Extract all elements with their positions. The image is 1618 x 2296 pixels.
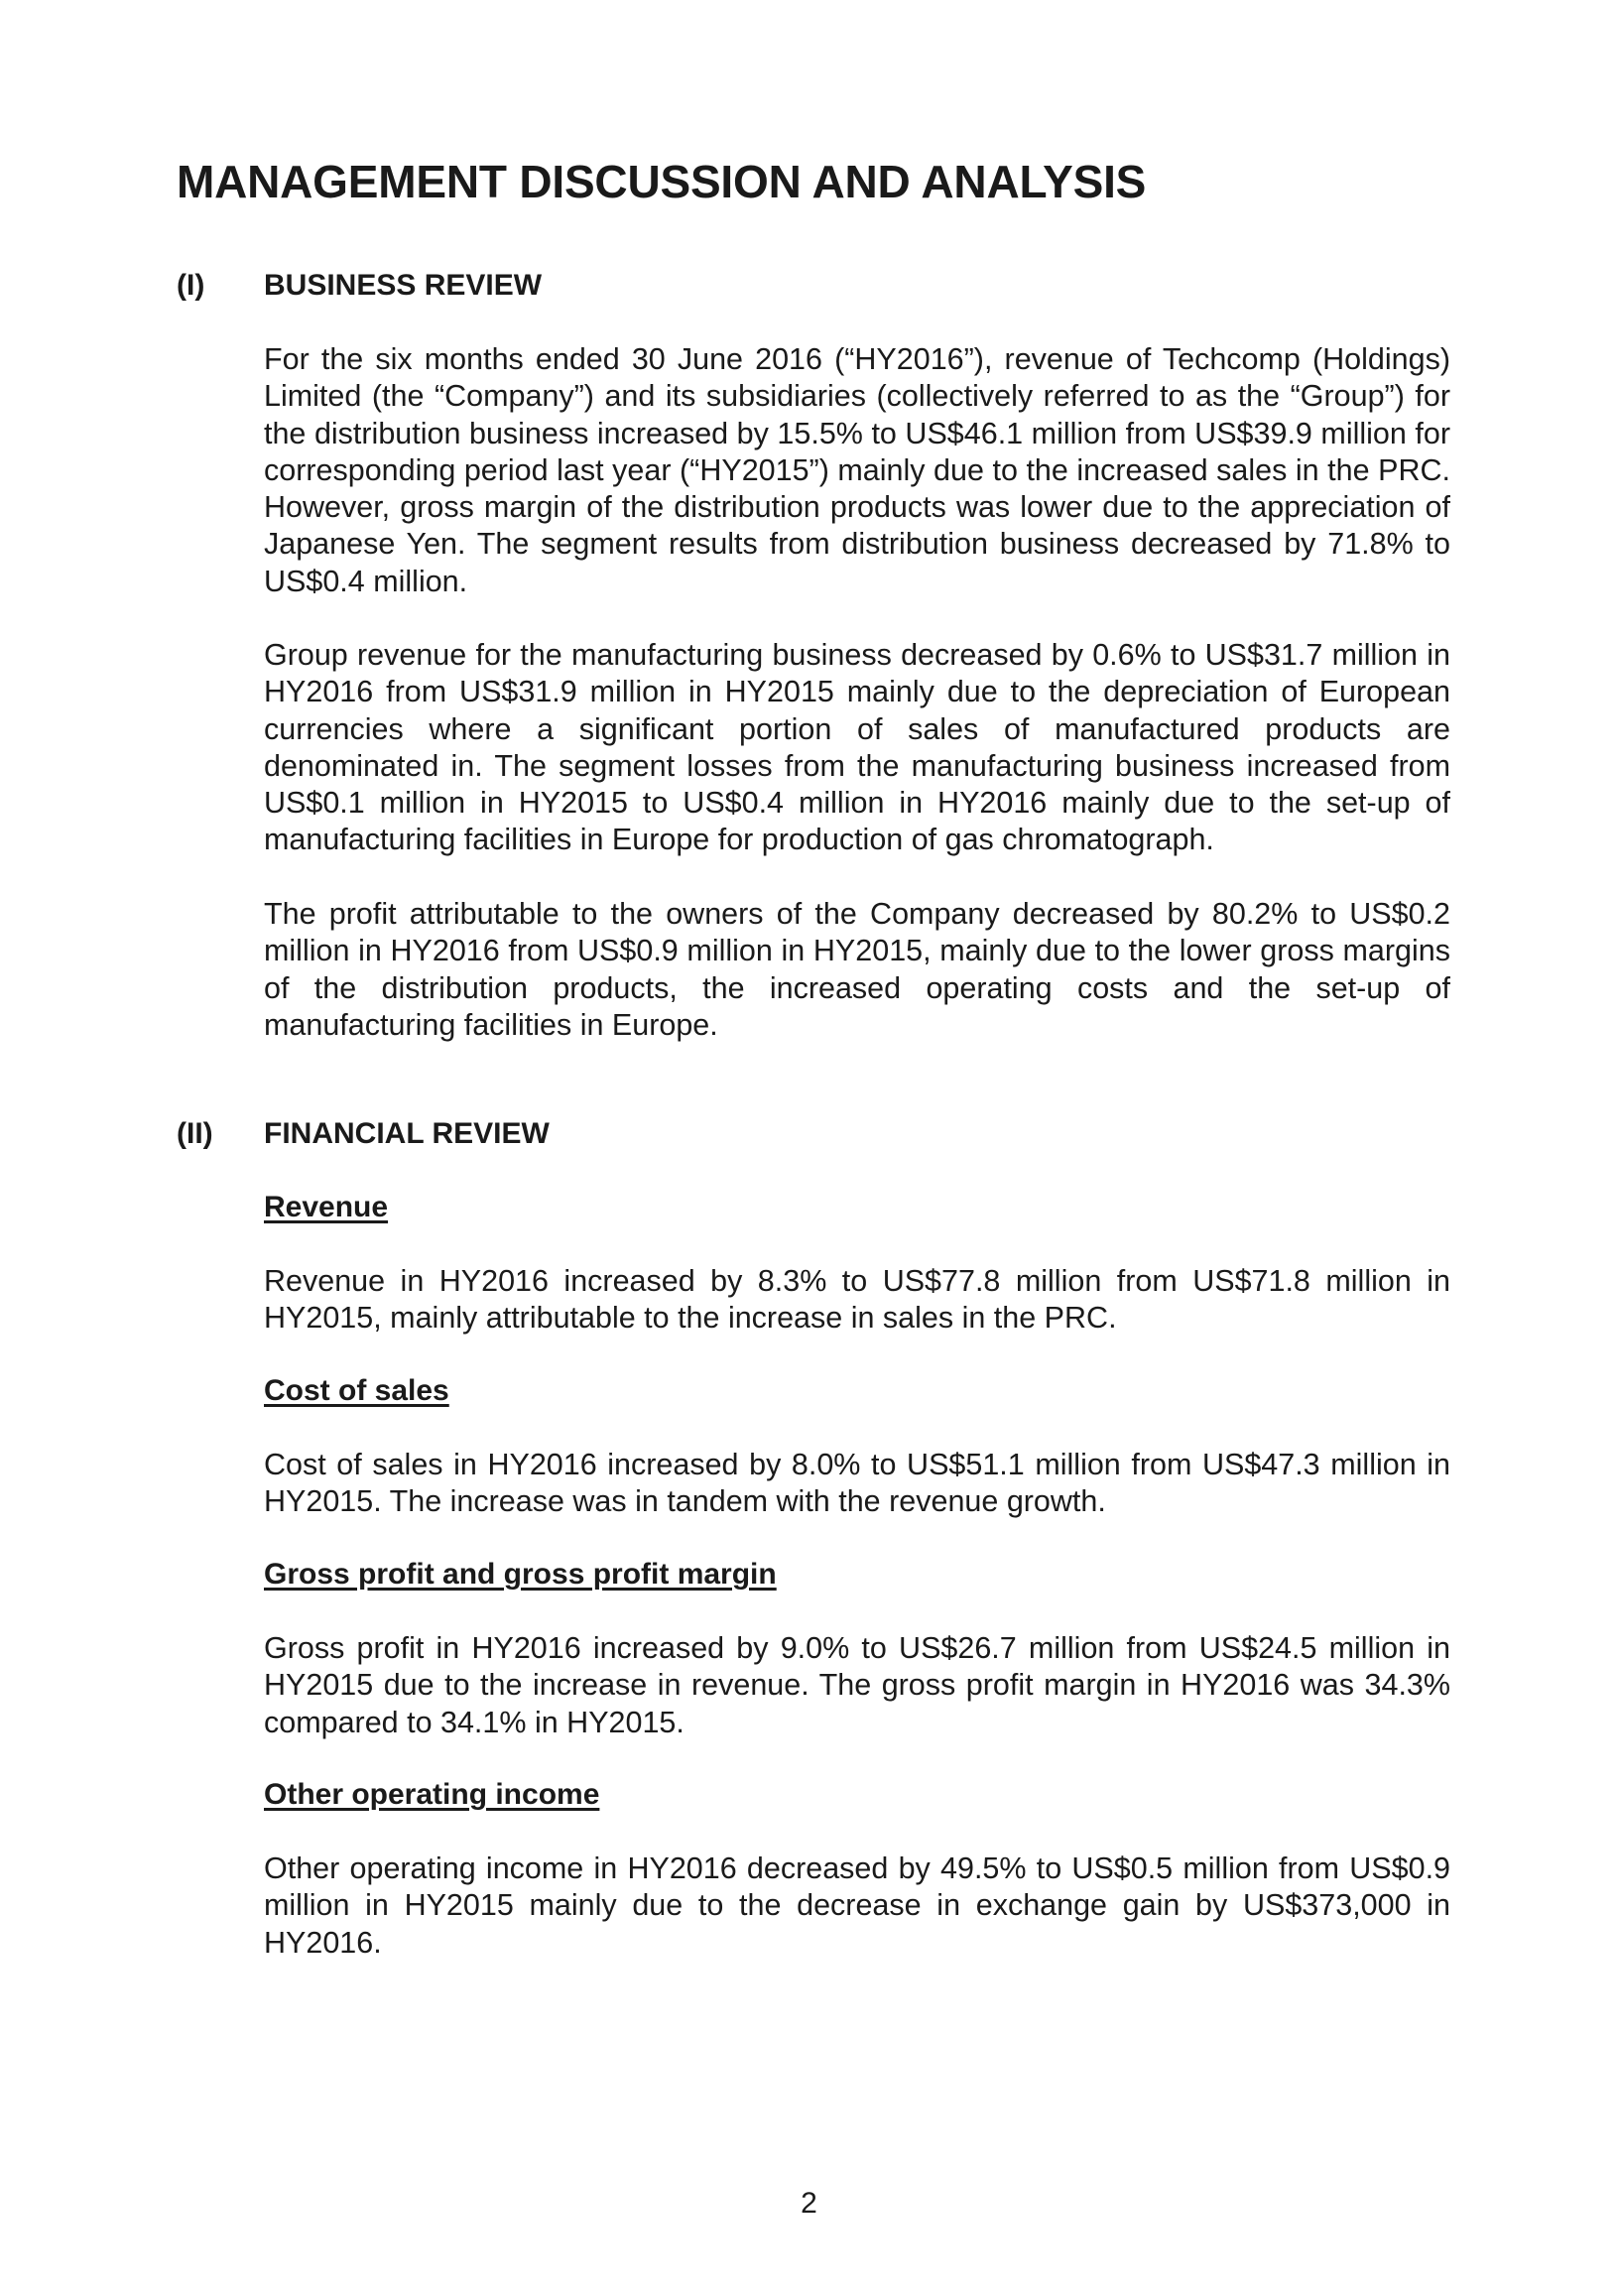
section-title: FINANCIAL REVIEW	[264, 1117, 550, 1150]
business-review-paragraph-distribution: For the six months ended 30 June 2016 (“HY2016”), revenue of Techcomp (Holdings) Limited (the “Company”) and its subsidiaries (collectively referred to as the “Group”) for the distribution business increased by 15.5% to US$46.1 million from US$39.9 million for corresponding period last year (“HY2015”) mainly due to the increased sales in the PRC. However, gross margin of the distribution products was lower due to the appreciation of Japanese Yen. The segment results from distribution business decreased by 71.8% to US$0.4 million.	[264, 342, 1450, 598]
subheading-other-operating-income: Other operating income	[264, 1778, 600, 1811]
section-title: BUSINESS REVIEW	[264, 269, 543, 302]
subheading-gross-profit: Gross profit and gross profit margin	[264, 1558, 777, 1591]
paragraph-revenue: Revenue in HY2016 increased by 8.3% to US$77.8 million from US$71.8 million in HY2015, mainly attributable to the increase in sales in the PRC.	[264, 1264, 1450, 1336]
subheading-cost-of-sales: Cost of sales	[264, 1374, 449, 1407]
subheading-revenue: Revenue	[264, 1191, 389, 1223]
section-number: (II)	[177, 1117, 213, 1150]
paragraph-cost-of-sales: Cost of sales in HY2016 increased by 8.0% to US$51.1 million from US$47.3 million in HY2015. The increase was in tandem with the revenue growth.	[264, 1448, 1450, 1519]
paragraph-gross-profit: Gross profit in HY2016 increased by 9.0% to US$26.7 million from US$24.5 million in HY2015 due to the increase in revenue. The gross profit margin in HY2016 was 34.3% compared to 34.1% in HY2015.	[264, 1631, 1450, 1739]
business-review-paragraph-manufacturing: Group revenue for the manufacturing business decreased by 0.6% to US$31.7 million in HY2016 from US$31.9 million in HY2015 mainly due to the depreciation of European currencies where a significant portion of sales of manufactured products are denominated in. The segment losses from the manufacturing business increased from US$0.1 million in HY2015 to US$0.4 million in HY2016 mainly due to the set-up of manufacturing facilities in Europe for production of gas chromatograph.	[264, 638, 1450, 857]
paragraph-other-operating-income: Other operating income in HY2016 decreased by 49.5% to US$0.5 million from US$0.9 million in HY2015 mainly due to the decrease in exchange gain by US$373,000 in HY2016.	[264, 1851, 1450, 1960]
section-number: (I)	[177, 269, 205, 302]
page-number: 2	[801, 2187, 817, 2220]
page-title: MANAGEMENT DISCUSSION AND ANALYSIS	[177, 156, 1147, 207]
business-review-paragraph-profit: The profit attributable to the owners of the Company decreased by 80.2% to US$0.2 million in HY2016 from US$0.9 million in HY2015, mainly due to the lower gross margins of the distribution products, the increased operating costs and the set-up of manufacturing facilities in Europe.	[264, 897, 1450, 1042]
